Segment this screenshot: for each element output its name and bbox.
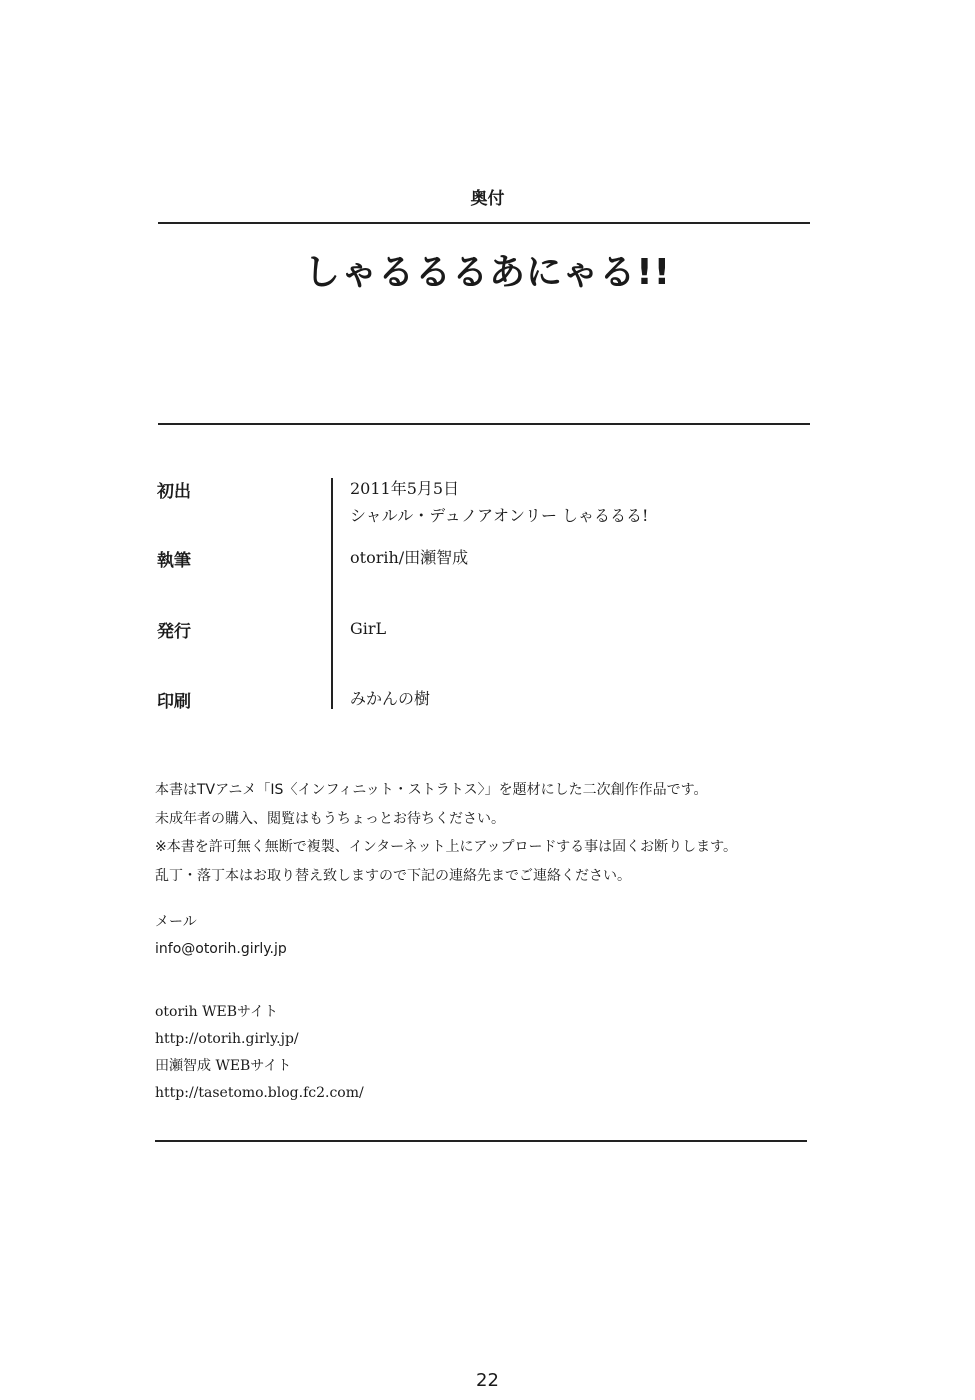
first-published-label: 初出 (157, 482, 191, 502)
note-line: 乱丁・落丁本はお取り替え致しますので下記の連絡先までご連絡ください。 (155, 867, 631, 884)
page-number: 22 (476, 1370, 499, 1391)
publisher-label: 発行 (157, 622, 191, 642)
websites-block (155, 999, 364, 1107)
info-vertical-rule (331, 478, 333, 709)
top-divider (158, 222, 810, 224)
colophon-heading: 奥付 (470, 189, 505, 209)
notes-block (155, 776, 737, 890)
first-published-date: 2011年5月5日 (350, 479, 460, 498)
printer-label: 印刷 (157, 692, 191, 712)
printer-value: みかんの樹 (350, 689, 431, 708)
note-line: 未成年者の購入、閲覧はもうちょっとお待ちください。 (155, 810, 505, 827)
note-line: 本書はTVアニメ「IS〈インフィニット・ストラトス〉」を題材にした二次創作作品です。 (155, 782, 708, 798)
site1-url[interactable]: http://otorih.girly.jp/ (155, 1031, 299, 1047)
site2-url[interactable]: http://tasetomo.blog.fc2.com/ (155, 1085, 364, 1101)
title-bottom-divider (158, 423, 810, 425)
first-published-event: シャルル・デュノアオンリー しゃるるる! (350, 506, 649, 525)
bottom-divider (155, 1140, 807, 1142)
publisher-value: GirL (350, 619, 387, 638)
author-value: otorih/田瀬智成 (350, 548, 469, 567)
book-title: しゃるるるあにゃる!! (303, 252, 672, 293)
note-line: ※本書を許可無く無断で複製、インターネット上にアップロードする事は固くお断りします。 (155, 839, 737, 855)
mail-block (155, 909, 287, 963)
mail-address[interactable]: info@otorih.girly.jp (155, 941, 287, 957)
site1-label: otorih WEBサイト (155, 1004, 279, 1020)
mail-label: メール (155, 914, 197, 930)
author-label: 執筆 (157, 551, 191, 571)
site2-label: 田瀬智成 WEBサイト (155, 1058, 292, 1074)
